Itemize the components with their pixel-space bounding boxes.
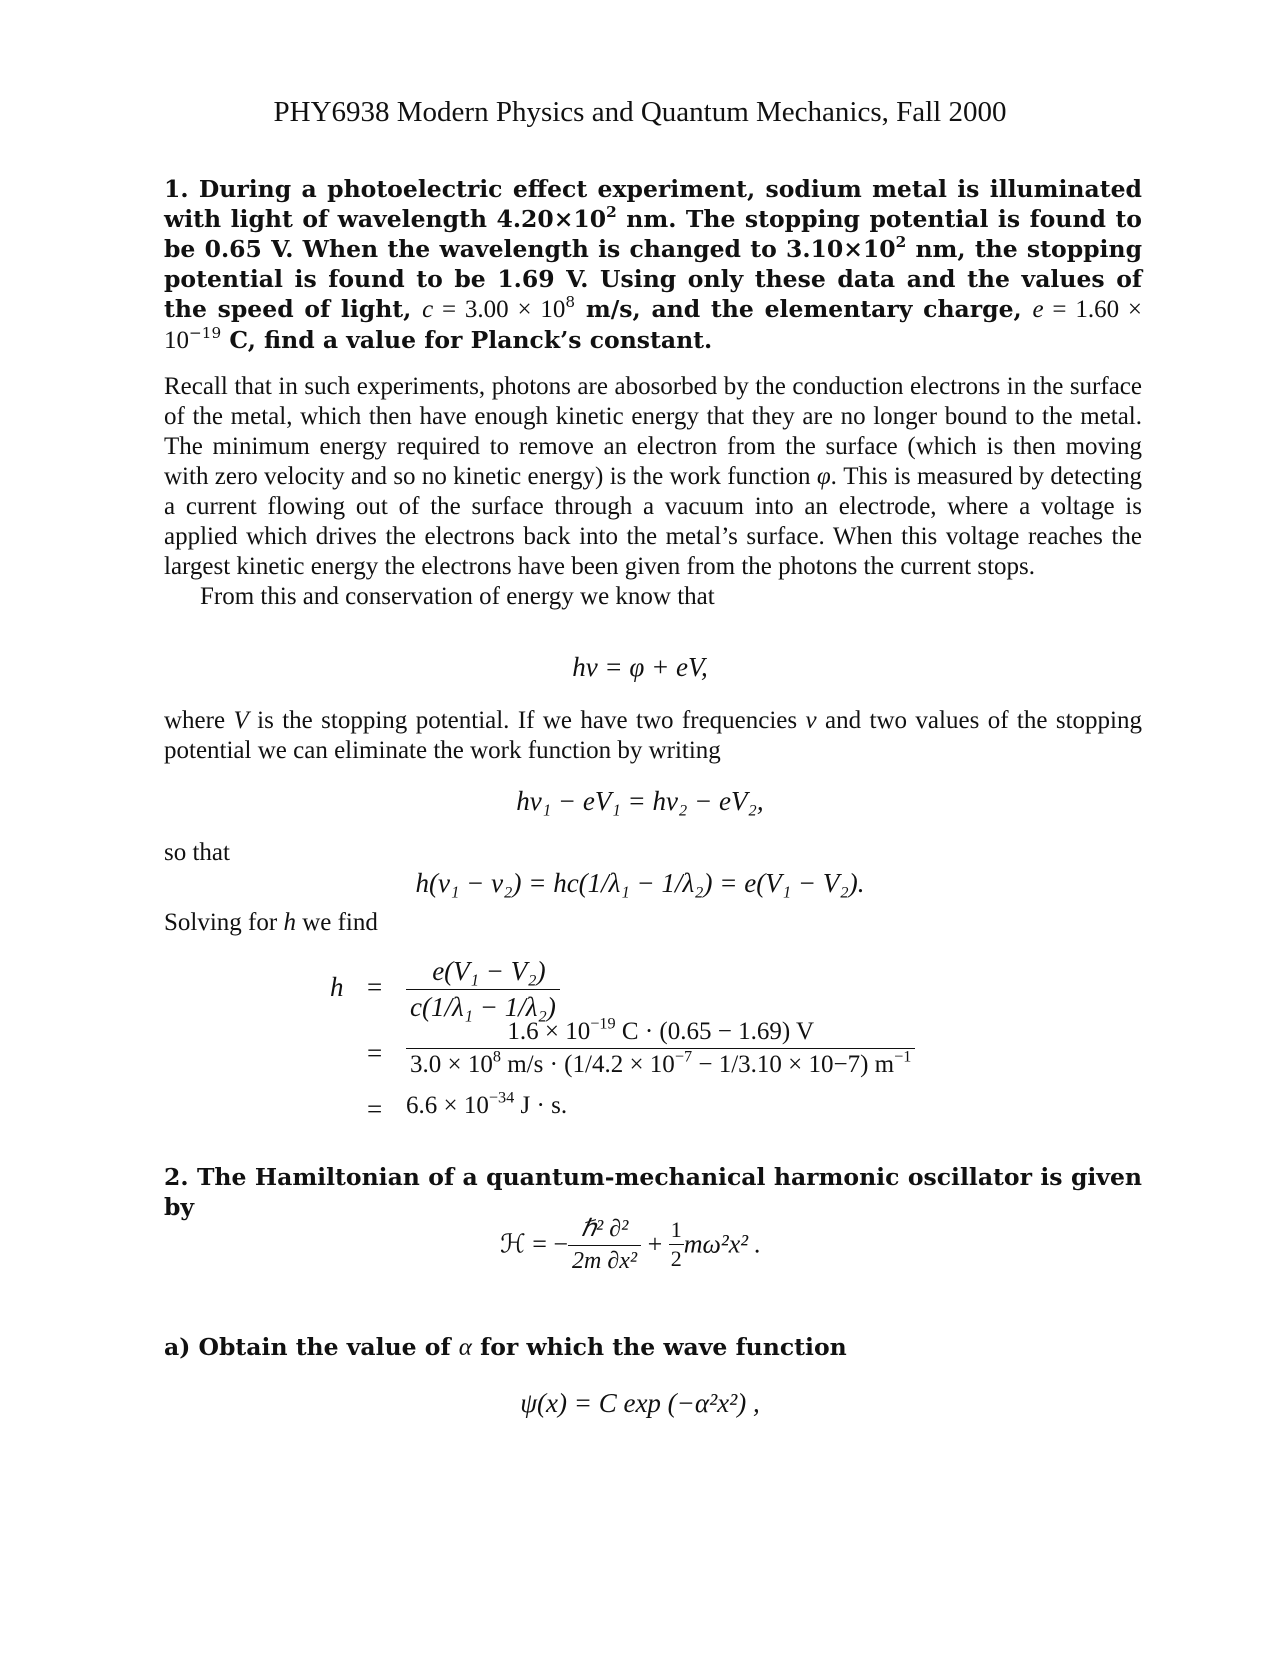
fraction-denominator <box>406 1049 915 1079</box>
equation-eliminate: hν₁ − eV₁ = hν₂ − eV₂, <box>516 786 764 816</box>
fraction-denominator: 2m ∂x² <box>572 1248 638 1274</box>
equals-sign: = <box>532 1229 547 1259</box>
exponent: 2 <box>895 233 907 252</box>
equals-sign: = <box>367 1038 383 1068</box>
numerator-text: 1.6 × 10 <box>507 1018 591 1045</box>
statement-text: nm. The stopping potential is found to be 0.65 V. When the wavelength is changed to 3.10×10 <box>164 205 1142 263</box>
solution-lhs: h <box>330 972 344 1002</box>
fraction-numerator: 1 <box>669 1217 684 1245</box>
exponent: −7 <box>674 1047 693 1066</box>
symbol-h: h <box>283 909 296 936</box>
fraction-numeric <box>406 1014 915 1079</box>
exponent: −34 <box>488 1088 515 1107</box>
exponent: 8 <box>565 293 576 312</box>
plus-sign: + <box>647 1229 663 1259</box>
equals-sign: = <box>367 972 383 1002</box>
explanation-paragraph <box>164 372 1142 612</box>
solving-text <box>164 908 1142 938</box>
part-a-text: a) Obtain the value of <box>164 1333 459 1361</box>
denominator-text: m/s · (1/4.2 × 10 <box>500 1051 675 1078</box>
wave-function-equation: ψ(x) = C exp (−α²x²) , <box>520 1388 760 1418</box>
page-title: PHY6938 Modern Physics and Quantum Mechanics, Fall 2000 <box>273 96 1007 128</box>
symbol-phi: φ <box>816 463 831 490</box>
equals-sign: = <box>367 1094 383 1124</box>
symbol-c: c <box>422 296 434 323</box>
potential-term: mω²x² . <box>683 1229 762 1259</box>
denominator-text: − 1/3.10 × 10−7) m <box>692 1051 895 1078</box>
paragraph-text: and two values of the stopping potential we can eliminate the work function by writing <box>164 707 1142 764</box>
exponent: −1 <box>894 1047 912 1066</box>
value-e: = 1.60 × 10 <box>164 296 1142 354</box>
statement-text: m/s, and the elementary charge, <box>575 295 1033 323</box>
result-text: 6.6 × 10 <box>406 1092 489 1119</box>
equation-relation: h(ν₁ − ν₂) = hc(1/λ₁ − 1/λ₂) = e(V₁ − V₂). <box>415 868 865 898</box>
fraction-numerator: ℏ² ∂² <box>568 1214 641 1246</box>
numerator-text: C · (0.65 − 1.69) V <box>615 1018 815 1045</box>
value-c: = 3.00 × 10 <box>433 296 566 323</box>
result-text: J · s. <box>514 1092 568 1119</box>
denominator-text: 3.0 × 10 <box>410 1051 493 1078</box>
fraction-denominator: c(1/λ₁ − 1/λ₂) <box>410 992 556 1022</box>
paragraph-text: . This is measured by detecting a current flowing out of the surface through a vacuum into an electrode, where a voltage is applied which drives the electrons back into the metal’s surface. When this voltage reaches the largest kinetic energy the electrons have been given from the photons the current stops. <box>164 463 1142 580</box>
exponent: −19 <box>189 324 222 343</box>
fraction-denominator: 2 <box>670 1246 682 1271</box>
paragraph-text: Solving for <box>164 909 284 936</box>
fraction-numerator: e(V₁ − V₂) <box>406 956 560 990</box>
exponent: 2 <box>606 203 617 222</box>
minus-sign: − <box>553 1229 569 1259</box>
paragraph-text: is the stopping potential. If we have two frequencies <box>248 707 806 734</box>
symbol-e: e <box>1032 296 1044 323</box>
exponent: 8 <box>492 1047 501 1066</box>
part-a-text: for which the wave function <box>471 1333 847 1361</box>
statement-text: nm, the stopping potential is found to be 1.69 V. Using only these data and the values of the speed of light, <box>164 235 1143 323</box>
solution-result <box>406 1088 568 1120</box>
hamiltonian-equation <box>500 1214 761 1275</box>
symbol-alpha: α <box>458 1334 472 1361</box>
statement-text: C, find a value for Planck’s constant. <box>221 326 713 354</box>
paragraph-text: where <box>164 707 234 734</box>
equation-energy: hν = φ + eV, <box>572 652 708 682</box>
symbol-nu: ν <box>805 707 817 734</box>
problem-2-statement: 2. The Hamiltonian of a quantum-mechanical harmonic oscillator is given by <box>164 1163 1142 1221</box>
fraction-numerator <box>406 1014 915 1049</box>
problem-1-number: 1. <box>164 175 189 203</box>
symbol-V: V <box>233 707 249 734</box>
statement-text: During a photoelectric effect experiment, sodium metal is illuminated with light of wavelength 4.20×10 <box>164 175 1142 233</box>
frequencies-paragraph <box>164 706 1142 766</box>
paragraph-text: we find <box>295 909 378 936</box>
part-a-statement <box>164 1332 1142 1363</box>
exponent: −19 <box>590 1014 616 1033</box>
conservation-line: From this and conservation of energy we know that <box>200 583 715 610</box>
hamiltonian-symbol: ℋ <box>500 1229 526 1259</box>
problem-1-statement <box>164 174 1142 356</box>
fraction-symbolic <box>406 956 560 1023</box>
so-that-text: so that <box>164 839 230 866</box>
paragraph-text: Recall that in such experiments, photons are abosorbed by the conduction electrons in the surface of the metal, which then have enough kinetic energy that they are no longer bound to the metal. The minimum energy required to remove an electron from the surface (which is then moving with zero velocity and so no kinetic energy) is the work function <box>164 373 1142 490</box>
